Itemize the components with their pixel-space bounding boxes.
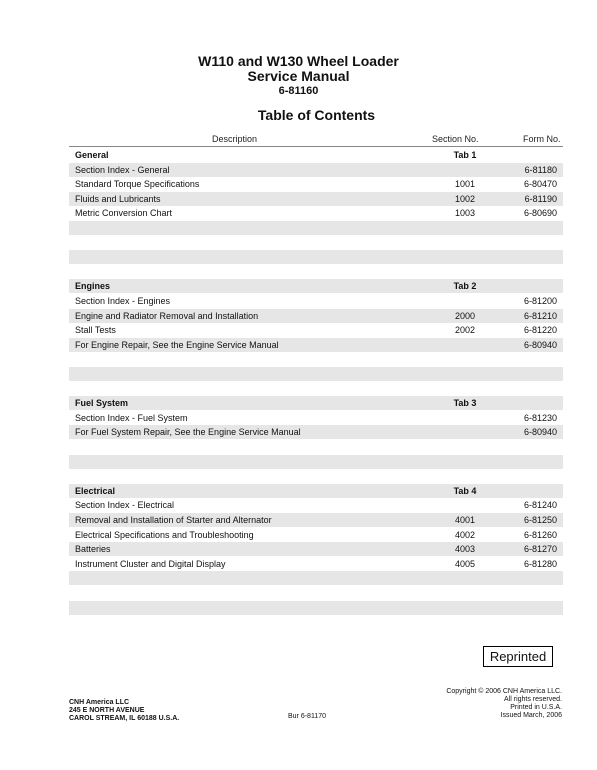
row-form-number: 6-81180 — [524, 164, 557, 175]
table-row — [69, 177, 563, 191]
table-row — [69, 571, 563, 585]
row-description: Removal and Installation of Starter and Alternator — [75, 515, 272, 525]
document-subtitle: Service Manual — [247, 68, 350, 84]
row-description: Electrical Specifications and Troubleshooting — [75, 529, 254, 540]
row-description: Instrument Cluster and Digital Display — [75, 558, 226, 569]
column-header-form: Form No. — [523, 134, 561, 144]
row-section-number: 4001 — [454, 515, 476, 525]
row-description: For Engine Repair, See the Engine Service Manual — [75, 339, 279, 350]
table-row — [69, 352, 563, 366]
row-form-number: 6-81210 — [523, 310, 557, 321]
row-description: Metric Conversion Chart — [75, 208, 173, 219]
row-form-number: 6-81230 — [523, 412, 557, 423]
table-row — [69, 338, 563, 352]
table-row — [69, 309, 563, 323]
table-row — [69, 586, 563, 600]
row-description: Section Index - Fuel System — [75, 412, 188, 423]
address-line: CNH America LLC — [69, 699, 130, 706]
address-line: CAROL STREAM, IL 60188 U.S.A. — [69, 715, 180, 722]
form-reference: Bur 6-81170 — [288, 713, 327, 720]
table-row — [69, 323, 563, 337]
row-form-number: 6-81260 — [523, 529, 557, 540]
table-row — [69, 557, 563, 571]
row-form-number: 6-81190 — [524, 193, 557, 204]
document-title: W110 and W130 Wheel Loader — [198, 53, 399, 69]
row-description: Section Index - Engines — [75, 296, 171, 306]
table-row — [69, 265, 563, 279]
row-section-number: 1003 — [454, 208, 476, 219]
table-row — [69, 206, 563, 220]
table-row — [69, 528, 563, 542]
copyright-block — [430, 688, 562, 720]
table-row — [69, 601, 563, 615]
table-row — [69, 498, 563, 512]
table-row — [69, 469, 563, 483]
row-description: General — [75, 150, 109, 160]
section-header-row — [69, 396, 563, 410]
copyright-line: Issued March, 2006 — [500, 712, 562, 719]
section-header-row — [69, 484, 563, 498]
row-section-number: Tab 1 — [453, 150, 477, 160]
row-description: Fuel System — [75, 398, 129, 409]
copyright-line: Copyright © 2006 CNH America LLC. — [446, 688, 562, 695]
table-row — [69, 455, 563, 469]
table-row — [69, 411, 563, 425]
section-header-row — [69, 148, 563, 162]
table-row — [69, 440, 563, 454]
copyright-line: Printed in U.S.A. — [510, 704, 562, 711]
row-section-number: 4002 — [454, 529, 476, 540]
table-row — [69, 294, 563, 308]
row-form-number: 6-81250 — [523, 515, 557, 525]
row-description: Engines — [75, 281, 111, 292]
row-form-number: 6-80690 — [523, 208, 557, 219]
copyright-line: All rights reserved. — [504, 696, 562, 703]
row-description: Standard Torque Specifications — [75, 179, 200, 190]
table-row — [69, 367, 563, 381]
row-description: Section Index - Electrical — [75, 500, 175, 511]
table-row — [69, 382, 563, 396]
table-row — [69, 163, 563, 177]
row-description: Fluids and Lubricants — [75, 193, 161, 204]
row-description: Section Index - General — [75, 164, 170, 175]
column-header-section: Section No. — [432, 134, 479, 144]
row-form-number: 6-81200 — [523, 296, 557, 306]
row-description: Stall Tests — [75, 325, 116, 336]
table-row — [69, 425, 563, 439]
row-section-number: Tab 2 — [453, 281, 477, 292]
row-section-number: Tab 3 — [453, 398, 477, 409]
row-description: For Fuel System Repair, See the Engine Service Manual — [75, 427, 301, 438]
row-section-number: 2000 — [454, 310, 476, 321]
row-section-number: 2002 — [454, 325, 476, 336]
row-section-number: 1001 — [454, 179, 476, 190]
row-form-number: 6-81240 — [523, 500, 557, 511]
row-form-number: 6-81280 — [523, 558, 557, 569]
document-form-number: 6-81160 — [278, 85, 319, 97]
row-section-number: 1002 — [454, 193, 476, 204]
section-header-row — [69, 279, 563, 293]
address-line: 245 E NORTH AVENUE — [69, 707, 145, 714]
row-section-number: 4005 — [454, 558, 476, 569]
header-divider — [69, 146, 563, 147]
row-description: Batteries — [75, 544, 111, 555]
row-form-number: 6-81270 — [523, 544, 557, 555]
row-section-number: 4003 — [454, 544, 476, 555]
row-form-number: 6-80940 — [523, 339, 557, 350]
row-section-number: Tab 4 — [453, 485, 477, 496]
table-row — [69, 192, 563, 206]
row-description: Engine and Radiator Removal and Installation — [75, 310, 259, 321]
row-form-number: 6-80940 — [523, 427, 557, 438]
table-row — [69, 615, 563, 629]
table-row — [69, 542, 563, 556]
table-row — [69, 250, 563, 264]
table-row — [69, 236, 563, 250]
column-header-description: Description — [212, 134, 258, 144]
publisher-address — [69, 699, 179, 723]
table-row — [69, 513, 563, 527]
row-form-number: 6-81220 — [523, 325, 557, 336]
row-form-number: 6-80470 — [523, 179, 557, 190]
reprinted-stamp: Reprinted — [483, 646, 553, 667]
toc-heading: Table of Contents — [257, 107, 376, 123]
table-row — [69, 221, 563, 235]
row-description: Electrical — [75, 485, 116, 496]
